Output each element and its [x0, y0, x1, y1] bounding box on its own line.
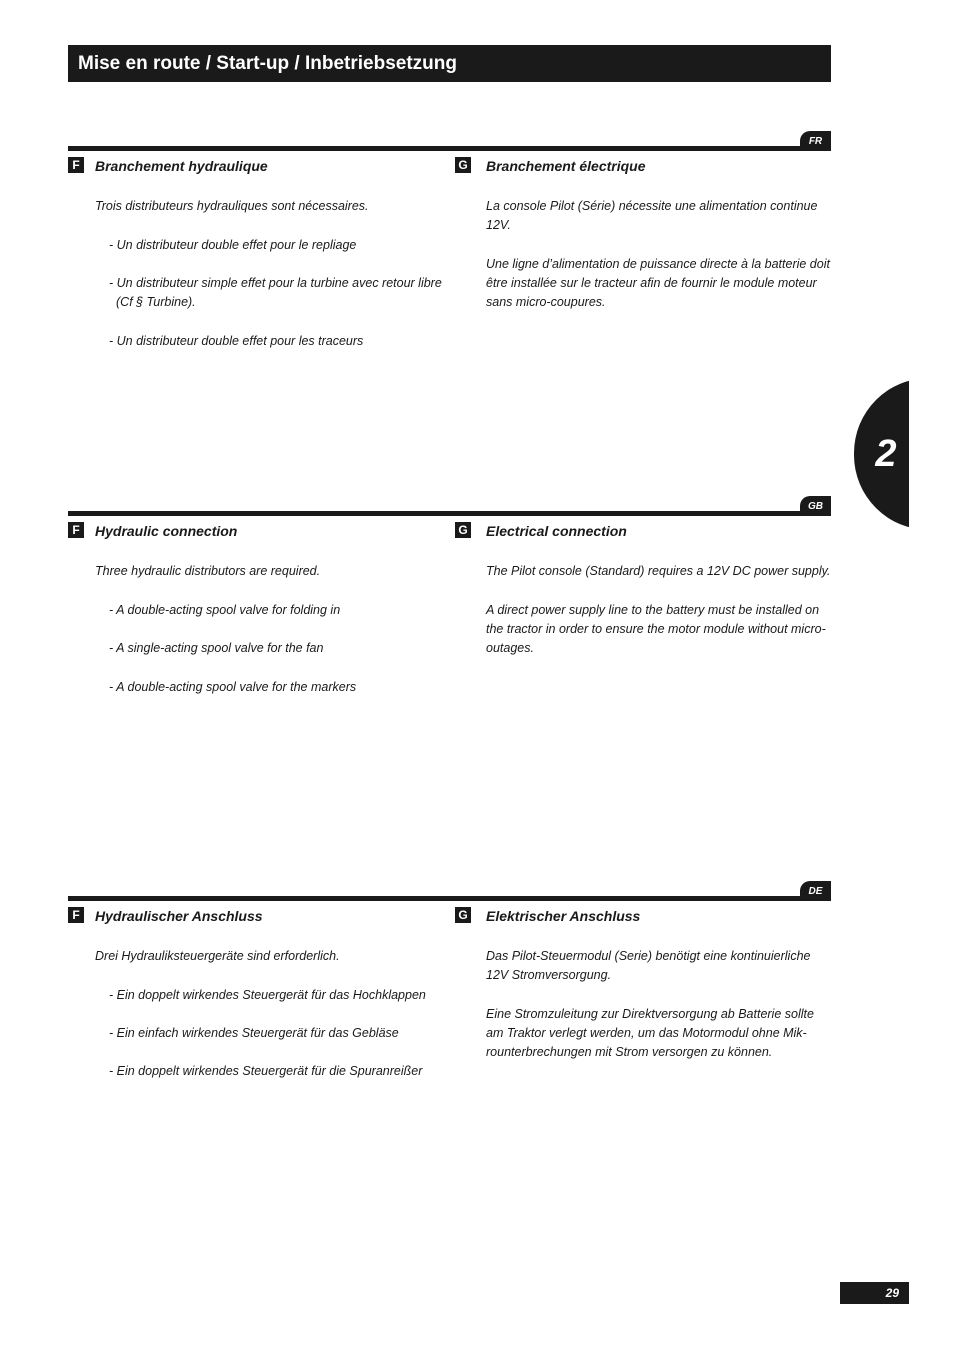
lang-tab-fr: FR — [800, 131, 831, 151]
letter-box-f: F — [68, 157, 84, 173]
list-item: - A single-acting spool valve for the fan — [109, 641, 324, 655]
letter-box-g: G — [455, 907, 471, 923]
letter-box-f: F — [68, 907, 84, 923]
letter-box-g: G — [455, 522, 471, 538]
list-item: - Un distributeur double effet pour le repliage — [109, 238, 357, 252]
section-title-electrical-fr: Branchement électrique — [486, 158, 646, 174]
list-item: - Ein einfach wirkendes Steuergerät für das Gebläse — [109, 1026, 399, 1040]
page-number — [840, 1282, 909, 1304]
section-title-electrical-gb: Electrical connection — [486, 523, 627, 539]
list-item: - Un distributeur double effet pour les traceurs — [109, 334, 364, 348]
section-title-hydraulic-fr: Branchement hydraulique — [95, 158, 268, 174]
body-paragraph: La console Pilot (Série) nécessite une alimentation continue 12V. — [486, 199, 818, 232]
list-item: - A double-acting spool valve for the markers — [109, 680, 357, 694]
section-title-electrical-de: Elektrischer Anschluss — [486, 908, 641, 924]
intro-text: Three hydraulic distributors are required. — [95, 564, 321, 578]
list-item: - Ein doppelt wirkendes Steuergerät für das Hochklappen — [109, 988, 426, 1002]
list-item: - Ein doppelt wirkendes Steuergerät für die Spuranreißer — [109, 1064, 423, 1078]
lang-tab-gb: GB — [800, 496, 831, 516]
lang-tab-de: DE — [800, 881, 831, 901]
page-title: Mise en route / Start-up / Inbetriebsetzung — [78, 52, 457, 74]
page-header — [68, 45, 831, 82]
body-paragraph: The Pilot console (Standard) requires a 12V DC power supply. — [486, 564, 831, 578]
body-paragraph: Das Pilot-Steuermodul (Serie) benötigt eine kontinuierliche 12V Stromversorgung. — [486, 949, 811, 982]
section-title-hydraulic-gb: Hydraulic connection — [95, 523, 238, 539]
intro-text: Trois distributeurs hydrauliques sont nécessaires. — [95, 199, 369, 213]
chapter-number: 2 — [875, 432, 897, 475]
list-item: - A double-acting spool valve for folding in — [109, 603, 341, 617]
section-rule-fr — [68, 146, 831, 151]
letter-box-f: F — [68, 522, 84, 538]
body-paragraph: Une ligne d’alimentation de puissance directe à la batterie doit être installée sur le tracteur afin de fournir le module moteur sans micro-coupures. — [486, 257, 830, 309]
body-paragraph: A direct power supply line to the battery must be installed on the tractor in order to ensure the motor module without micro-outages. — [486, 603, 826, 655]
page-number-text: 29 — [885, 1286, 899, 1300]
section-rule-de — [68, 896, 831, 901]
body-paragraph: Eine Stromzuleitung zur Direktversorgung ab Batterie sollte am Traktor verlegt werden, um das Motormodul ohne Mik-rounterbrechungen mit Strom versorgen zu können. — [486, 1007, 814, 1059]
letter-box-g: G — [455, 157, 471, 173]
list-item: - Un distributeur simple effet pour la turbine avec retour libre (Cf § Turbine). — [109, 276, 442, 309]
section-rule-gb — [68, 511, 831, 516]
intro-text: Drei Hydrauliksteuergeräte sind erforderlich. — [95, 949, 340, 963]
section-title-hydraulic-de: Hydraulischer Anschluss — [95, 908, 263, 924]
